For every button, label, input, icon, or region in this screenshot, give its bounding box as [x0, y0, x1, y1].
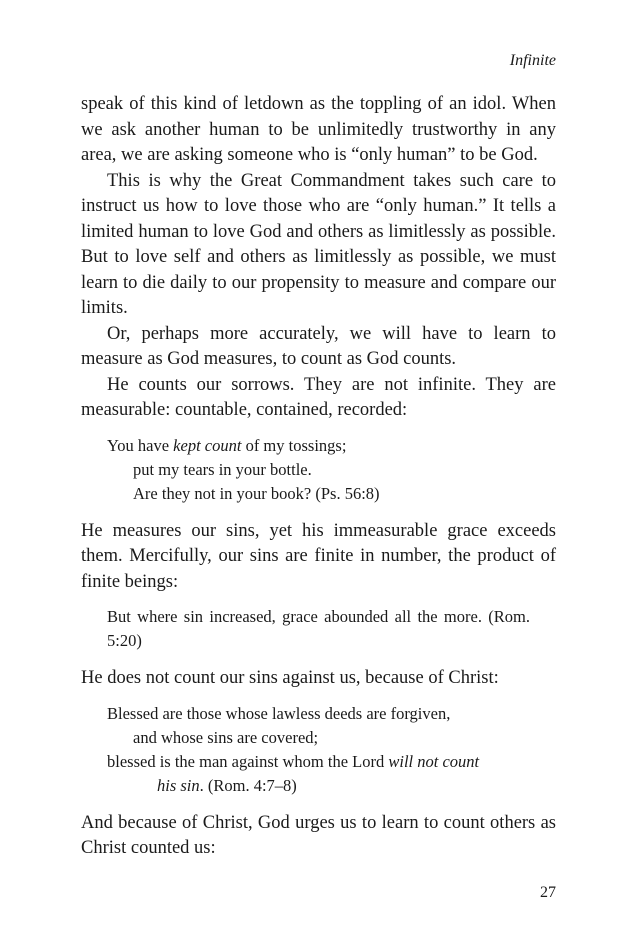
paragraph: And because of Christ, God urges us to learn to count others as Christ counted us:	[81, 812, 556, 858]
block-quote-romans-4	[107, 702, 556, 798]
running-header: Infinite	[509, 52, 556, 69]
paragraph: Or, perhaps more accurately, we will have to learn to measure as God measures, to count as God counts.	[81, 323, 556, 369]
block-quote-romans-5: But where sin increased, grace abounded all the more. (Rom. 5:20)	[107, 607, 530, 650]
paragraph: He counts our sorrows. They are not infinite. They are measurable: countable, contained, recorded:	[81, 374, 556, 420]
page-body	[81, 92, 556, 862]
paragraph: This is why the Great Commandment takes such care to instruct us how to love those who are “only human.” It tells a limited human to love God and others as limitlessly as possible. But to love self and others as limitlessly as possible, we must learn to die daily to our propensity to measure and compare our limits.	[81, 170, 556, 318]
paragraph: He does not count our sins against us, because of Christ:	[81, 668, 499, 688]
quote-line: put my tears in your bottle.	[133, 459, 312, 479]
quote-line: You have kept count of my tossings;	[107, 435, 347, 455]
quote-line: blessed is the man against whom the Lord will not count	[107, 751, 480, 771]
quote-line: Blessed are those whose lawless deeds are forgiven,	[107, 703, 451, 723]
page-number: 27	[540, 884, 556, 901]
quote-line: Are they not in your book? (Ps. 56:8)	[133, 483, 380, 503]
block-quote-psalm	[107, 434, 556, 506]
quote-line: and whose sins are covered;	[133, 727, 319, 747]
paragraph: speak of this kind of letdown as the toppling of an idol. When we ask another human to be unlimitedly trustworthy in any area, we are asking someone who is “only human” to be God.	[81, 94, 556, 165]
paragraph: He measures our sins, yet his immeasurable grace exceeds them. Mercifully, our sins are finite in number, the product of finite beings:	[81, 520, 556, 592]
quote-line: his sin. (Rom. 4:7–8)	[157, 775, 297, 795]
